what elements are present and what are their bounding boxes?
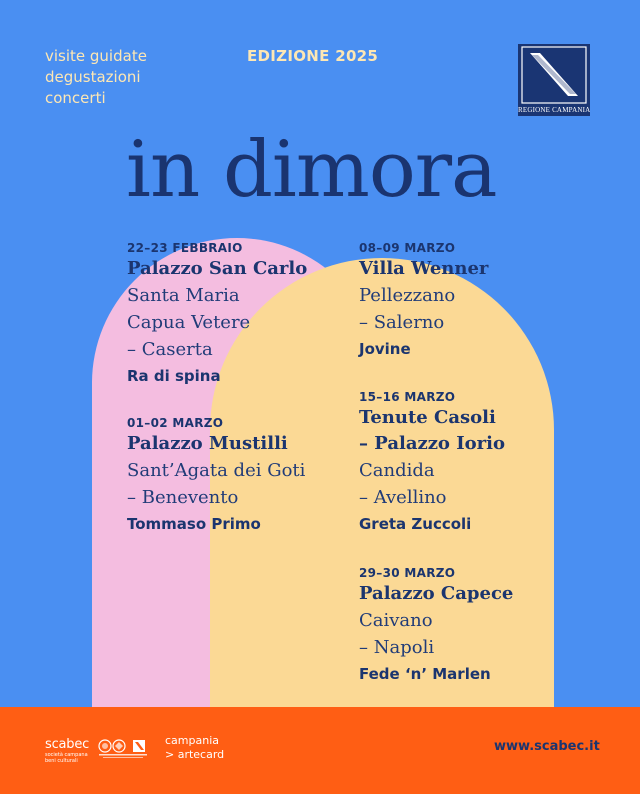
event-place: Sant’Agata dei Goti — [127, 460, 306, 481]
scabec-subtitle: beni culturali — [45, 758, 78, 764]
event-date: 01–02 MARZO — [127, 416, 224, 430]
event-place: Candida — [359, 460, 435, 481]
event-block — [359, 565, 513, 687]
event-place: – Avellino — [359, 487, 447, 508]
event-venue: Tenute Casoli — [359, 407, 496, 428]
event-artist: Jovine — [359, 340, 411, 358]
event-block — [127, 240, 307, 389]
event-date: 29–30 MARZO — [359, 566, 456, 580]
website-url: www.scabec.it — [494, 739, 600, 754]
scabec-subtitle: società campana — [45, 752, 88, 758]
campania-artecard-line: campania — [165, 734, 219, 747]
event-block — [359, 389, 505, 537]
event-place: – Caserta — [127, 339, 213, 360]
main-title: in dimora — [126, 125, 497, 215]
edition-label: EDIZIONE 2025 — [247, 47, 379, 65]
event-place: – Benevento — [127, 487, 239, 508]
event-artist: Ra di spina — [127, 367, 221, 385]
campania-artecard-logo — [165, 734, 224, 762]
footer-bar — [0, 707, 640, 794]
event-venue: Palazzo Capece — [359, 583, 514, 604]
event-place: Pellezzano — [359, 285, 456, 306]
event-block — [359, 240, 488, 362]
event-venue: Villa Wenner — [359, 258, 489, 279]
scabec-name: scabec — [45, 737, 90, 752]
event-venue: Palazzo San Carlo — [127, 258, 308, 279]
tagline — [45, 46, 147, 109]
event-artist: Greta Zuccoli — [359, 515, 472, 533]
event-venue: – Palazzo Iorio — [359, 433, 505, 454]
campania-artecard-line: > artecard — [165, 748, 225, 761]
tagline-line: concerti — [45, 89, 106, 107]
institutional-emblems-icon — [97, 737, 149, 759]
tagline-line: degustazioni — [45, 68, 141, 86]
regione-campania-logo — [518, 44, 590, 114]
event-place: – Salerno — [359, 312, 445, 333]
logo-text: REGIONE CAMPANIA — [518, 106, 590, 114]
event-date: 08–09 MARZO — [359, 241, 456, 255]
event-place: Capua Vetere — [127, 312, 251, 333]
event-date: 22–23 FEBBRAIO — [127, 241, 243, 255]
event-date: 15–16 MARZO — [359, 390, 456, 404]
event-place: Santa Maria — [127, 285, 240, 306]
scabec-logo — [45, 738, 89, 764]
event-place: Caivano — [359, 610, 433, 631]
event-venue: Palazzo Mustilli — [127, 433, 288, 454]
event-block — [127, 415, 305, 537]
regione-campania-emblem-icon — [518, 44, 590, 105]
event-artist: Fede ‘n’ Marlen — [359, 665, 491, 683]
tagline-line: visite guidate — [45, 47, 147, 65]
event-artist: Tommaso Primo — [127, 515, 261, 533]
event-place: – Napoli — [359, 637, 435, 658]
